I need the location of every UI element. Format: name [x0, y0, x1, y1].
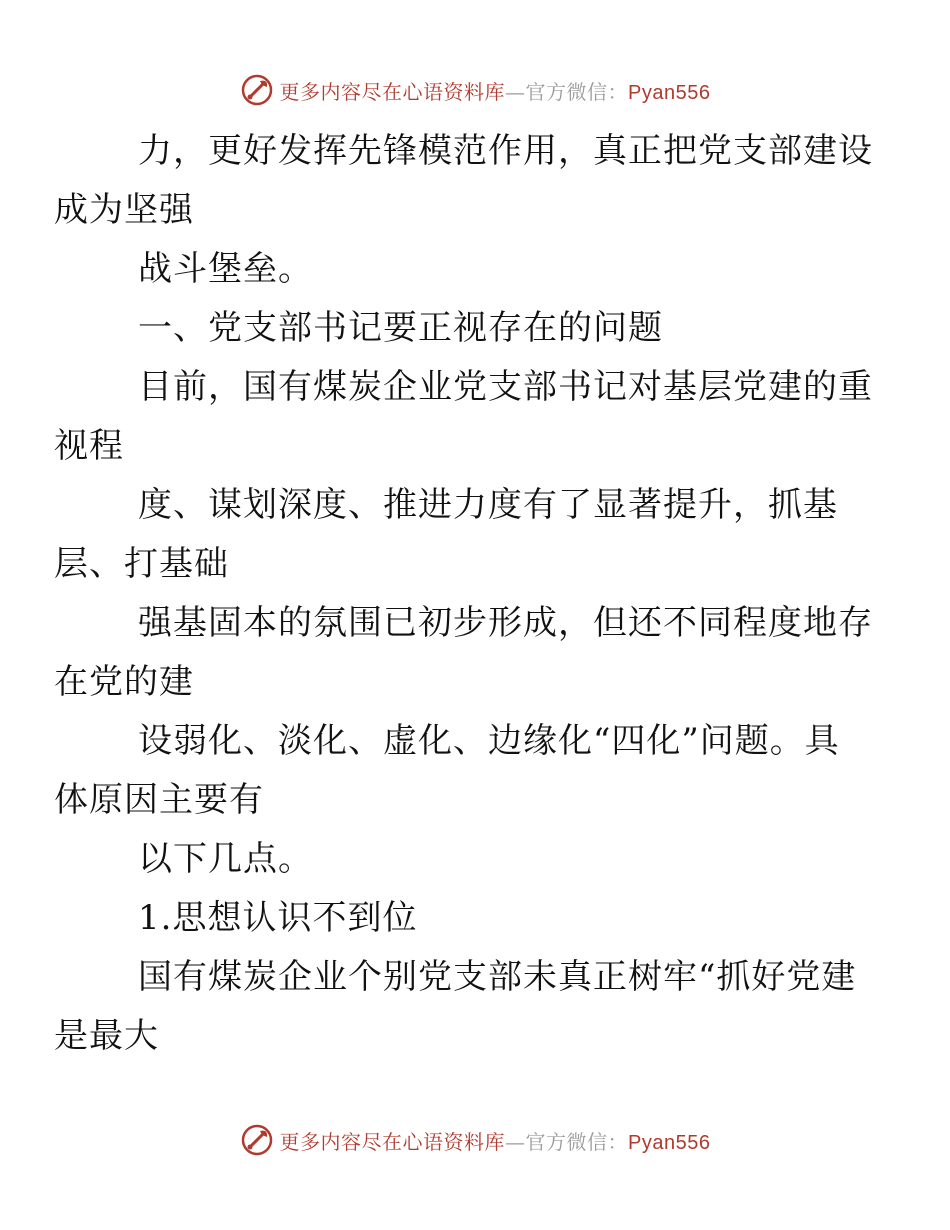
paragraph-line-wrap: 视程	[54, 426, 124, 466]
footer-banner-wechat-id: Pyan556	[628, 1131, 711, 1154]
section-heading-text: 一、党支部书记要正视存在的问题	[138, 308, 663, 348]
paragraph	[96, 830, 856, 889]
footer-banner-title: 更多内容尽在心语资料库	[279, 1129, 506, 1154]
paragraph	[54, 712, 856, 830]
subsection-heading	[96, 889, 856, 948]
paragraph-line: 设弱化、淡化、虚化、边缘化“四化”问题。具	[138, 721, 840, 761]
paragraph-line-wrap: 在党的建	[54, 662, 194, 702]
subsection-heading-text: 1.思想认识不到位	[138, 898, 418, 938]
header-banner-dash: —	[505, 79, 526, 104]
paragraph-line: 力，更好发挥先锋模范作用，真正把党支部建设	[138, 131, 873, 171]
paragraph-line: 强基固本的氛围已初步形成，但还不同程度地存	[138, 603, 873, 643]
section-heading	[96, 299, 856, 358]
footer-banner-wechat-label: 官方微信：	[525, 1129, 629, 1154]
header-banner-wechat-label: 官方微信：	[525, 79, 629, 104]
footer-banner-dash: —	[505, 1129, 526, 1154]
paragraph-line-wrap: 是最大	[54, 1016, 159, 1056]
paragraph-line: 国有煤炭企业个别党支部未真正树牢“抓好党建	[138, 957, 857, 997]
quill-pen-logo-icon	[240, 1123, 274, 1157]
header-banner	[0, 70, 950, 110]
paragraph-line-wrap: 成为坚强	[54, 190, 194, 230]
paragraph-line: 度、谋划深度、推进力度有了显著提升，抓基	[138, 485, 838, 525]
footer-banner-text	[280, 1126, 711, 1155]
paragraph-line: 战斗堡垒。	[138, 249, 313, 289]
paragraph	[54, 948, 857, 1066]
paragraph-line-wrap: 体原因主要有	[54, 780, 264, 820]
paragraph	[54, 476, 856, 594]
paragraph	[96, 240, 856, 299]
quill-pen-logo-icon	[240, 73, 274, 107]
header-banner-title: 更多内容尽在心语资料库	[279, 79, 506, 104]
header-banner-text	[280, 76, 711, 105]
header-banner-wechat-id: Pyan556	[628, 81, 711, 104]
paragraph-line: 以下几点。	[138, 839, 313, 879]
paragraph	[54, 594, 873, 712]
document-body	[54, 122, 873, 1066]
footer-banner	[0, 1120, 950, 1160]
paragraph-line-wrap: 层、打基础	[54, 544, 229, 584]
paragraph-line: 目前，国有煤炭企业党支部书记对基层党建的重	[138, 367, 873, 407]
paragraph	[54, 358, 873, 476]
paragraph	[54, 122, 873, 240]
